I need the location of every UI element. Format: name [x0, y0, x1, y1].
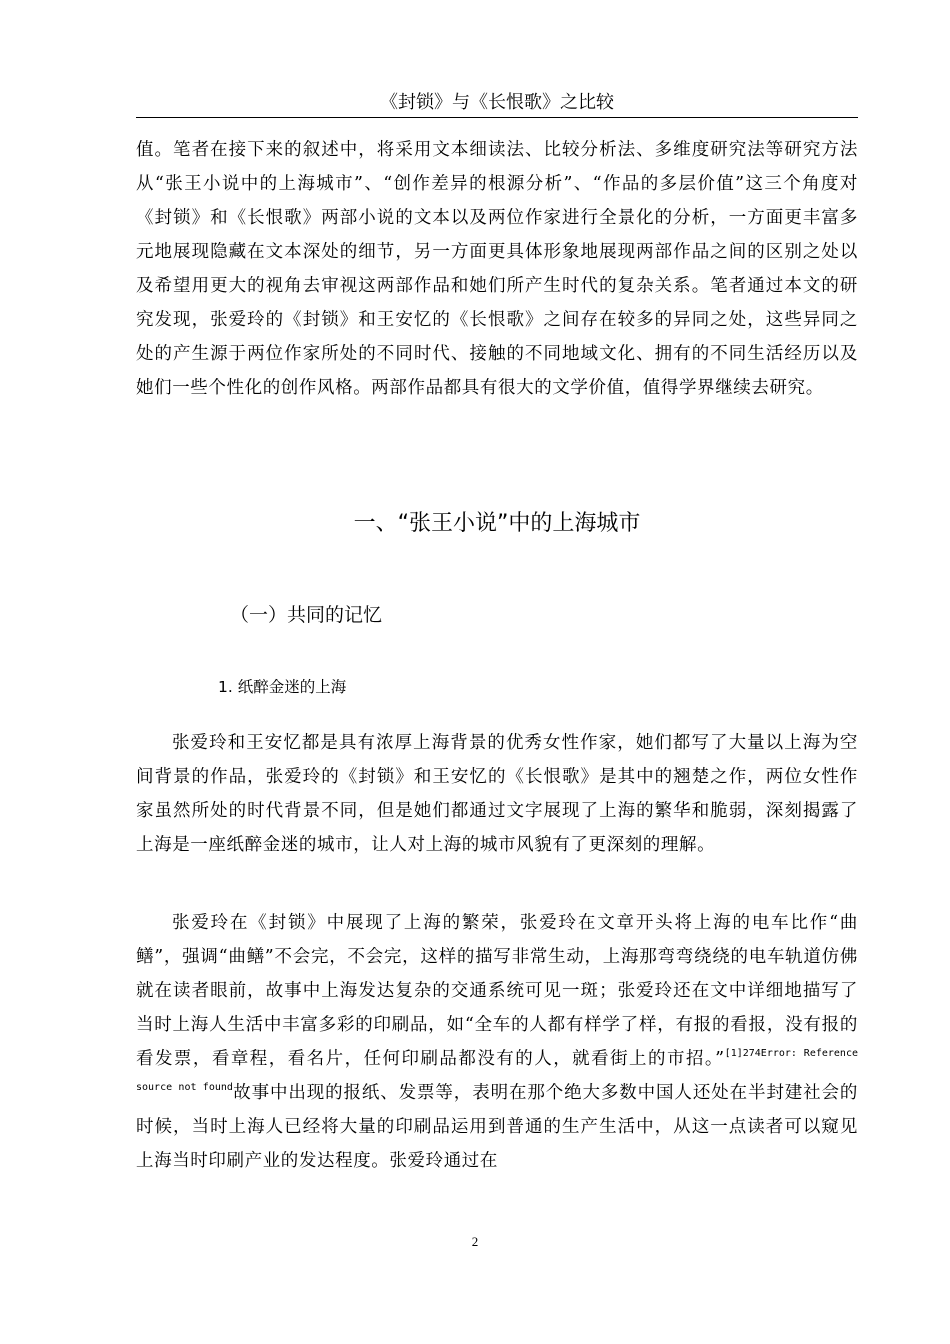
page-number: 2	[471, 1234, 479, 1249]
intro-paragraph: 值。笔者在接下来的叙述中，将采用文本细读法、比较分析法、多维度研究法等研究方法从“张王小说中的上海城市”、“创作差异的根源分析”、“作品的多层价值”这三个角度对《封锁》和《长恨歌》两部小说的文本以及两位作家进行全景化的分析，一方面更丰富多元地展现隐藏在文本深处的细节，另一方面更具体形象地展现两部作品之间的区别之处以及希望用更大的视角去审视这两部作品和她们所产生时代的复杂关系。笔者通过本文的研究发现，张爱玲的《封锁》和王安忆的《长恨歌》之间存在较多的异同之处，这些异同之处的产生源于两位作家所处的不同时代、接触的不同地域文化、拥有的不同生活经历以及她们一些个性化的创作风格。两部作品都具有很大的文学价值，值得学界继续去研究。	[136, 140, 858, 398]
header-divider	[136, 117, 858, 118]
paragraph-3-text-after-citation: 故事中出现的报纸、发票等，表明在那个绝大多数中国人还处在半封建社会的时候，当时上海人已经将大量的印刷品运用到普通的生产生活中，从这一点读者可以窥见上海当时印刷产业的发达程度。张爱玲通过在	[136, 1083, 858, 1171]
running-header: 《封锁》与《长恨歌》之比较	[380, 92, 614, 113]
body-paragraph-2: 张爱玲和王安忆都是具有浓厚上海背景的优秀女性作家，她们都写了大量以上海为空间背景的作品，张爱玲的《封锁》和王安忆的《长恨歌》是其中的翘楚之作，两位女性作家虽然所处的时代背景不同，但是她们都通过文字展现了上海的繁华和脆弱，深刻揭露了上海是一座纸醉金迷的城市，让人对上海的城市风貌有了更深刻的理解。	[136, 733, 858, 855]
section-heading: （一）共同的记忆	[230, 604, 383, 626]
chapter-heading: 一、“张王小说”中的上海城市	[353, 511, 641, 536]
paragraph-3-text-before-citation: 张爱玲在《封锁》中展现了上海的繁荣，张爱玲在文章开头将上海的电车比作“曲鳝”，强调“曲鳝”不会完，不会完，这样的描写非常生动，上海那弯弯绕绕的电车轨道仿佛就在读者眼前，故事中上海发达复杂的交通系统可见一斑；张爱玲还在文中详细地描写了当时上海人生活中丰富多彩的印刷品，如“全车的人都有样学了样，有报的看报，没有报的看发票，看章程，看名片，任何印刷品都没有的人，就看街上的市招。”	[136, 913, 858, 1069]
subsection-heading: 1. 纸醉金迷的上海	[218, 678, 347, 696]
body-paragraph-3	[136, 906, 858, 1178]
citation-reference: [1]274Error: Reference source not found	[136, 1048, 858, 1093]
